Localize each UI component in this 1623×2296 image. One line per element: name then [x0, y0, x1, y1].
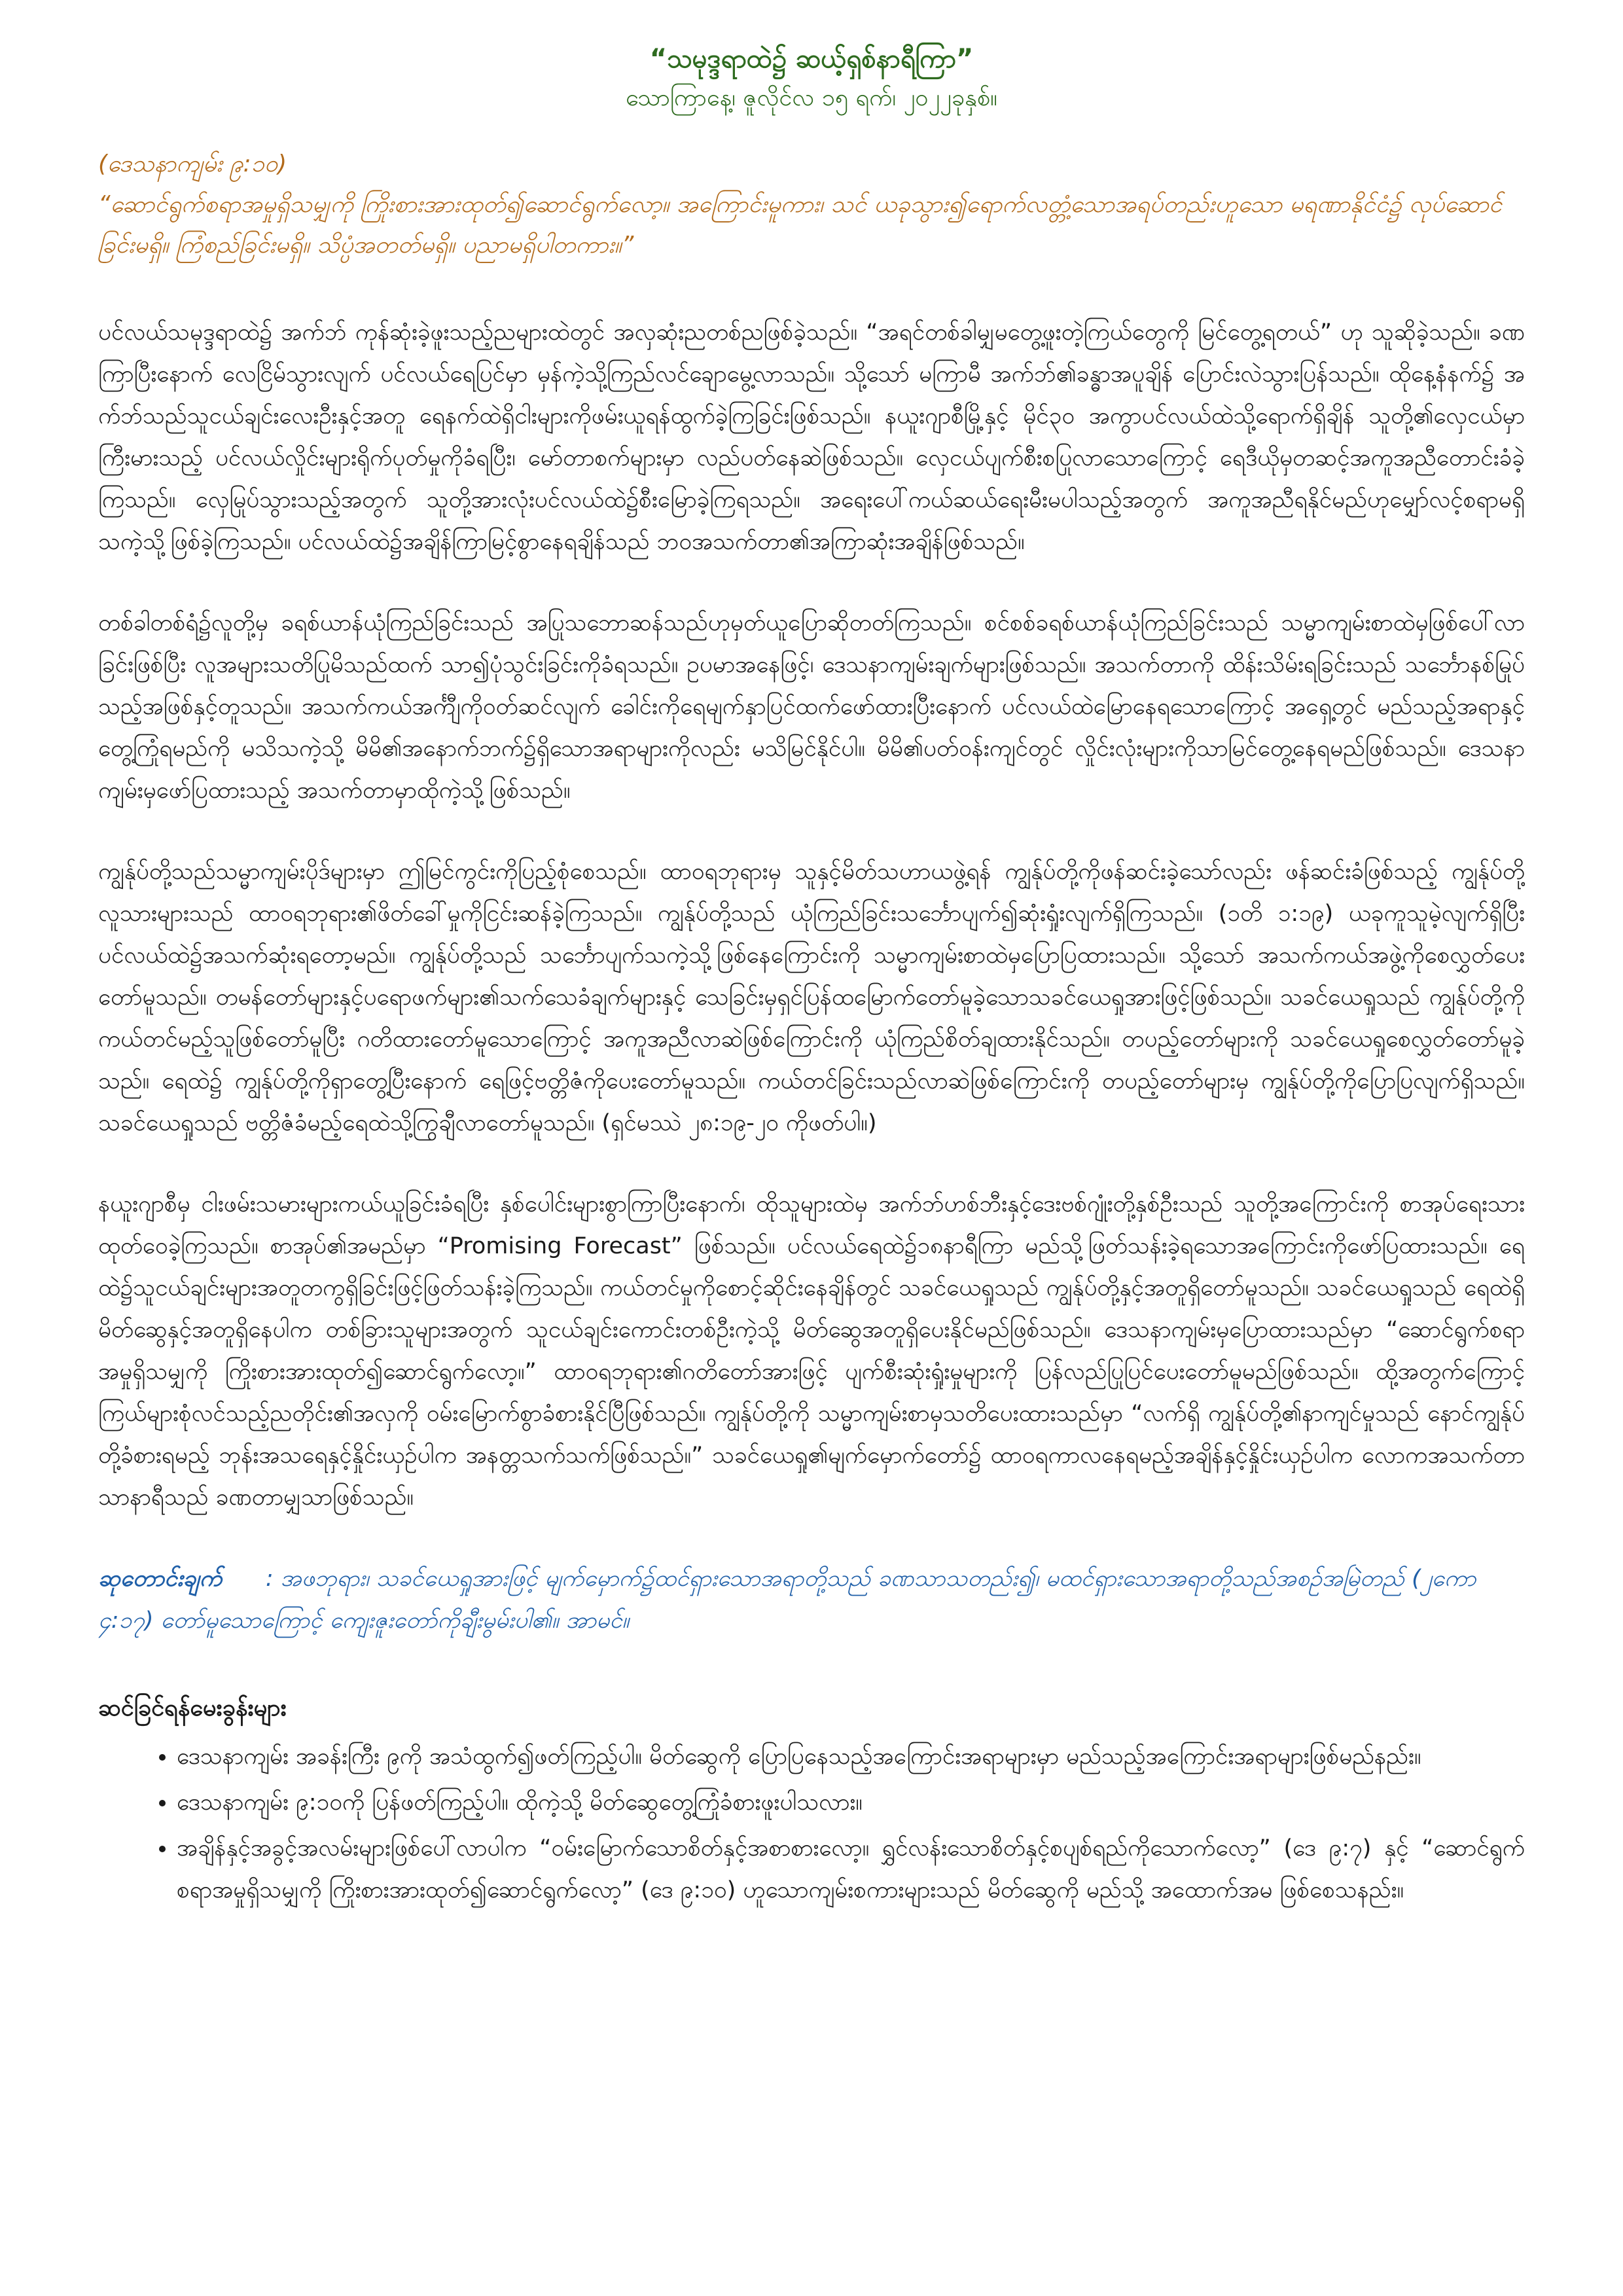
questions-heading: ဆင်ခြင်ရန်မေးခွန်းများ — [98, 1695, 287, 1721]
prayer-text: : အဖဘုရား၊ သခင်ယေရှုအားဖြင့် မျက်မှောက်၌ထင်ရှားသောအရာတို့သည် ခဏသာသတည်း၍၊ မထင်ရှားသောအရာတို့သည်အစဉ်အမြဲတည် (၂ကော ၄:၁၇) တော်မူသောကြောင့် ကျေးဇူးတော်ကိုချီးမွမ်းပါ၏။ အာမင်။ — [98, 1566, 1476, 1634]
questions-list — [98, 1736, 1525, 1911]
body-paragraph-2: တစ်ခါတစ်ရံ၌လူတို့မှ ခရစ်ယာန်ယုံကြည်ခြင်းသည် အပြုသဘောဆန်သည်ဟုမှတ်ယူပြောဆိုတတ်ကြသည်။ စင်စစ်ခရစ်ယာန်ယုံကြည်ခြင်းသည် သမ္မာကျမ်းစာထဲမှဖြစ်ပေါ်လာခြင်းဖြစ်ပြီး လူအများသတိပြုမိသည်ထက် သာ၍ပုံသွင်းခြင်းကိုခံရသည်။ ဥပမာအနေဖြင့်၊ ဒေသနာကျမ်းချက်များဖြစ်သည်။ အသက်တာကို ထိန်းသိမ်းရခြင်းသည် သင်္ဘောနစ်မြုပ်သည့်အဖြစ်နှင့်တူသည်။ အသက်ကယ်အင်္ကျီကိုဝတ်ဆင်လျက် ခေါင်းကိုရေမျက်နှာပြင်ထက်ဖော်ထားပြီးနောက် ပင်လယ်ထဲမြောနေရသောကြောင့် အရှေ့တွင် မည်သည့်အရာနှင့်တွေ့ကြုံရမည်ကို မသိသကဲ့သို့ မိမိ၏အနောက်ဘက်၌ရှိသောအရာများကိုလည်း မသိမြင်နိုင်ပါ။ မိမိ၏ပတ်ဝန်းကျင်တွင် လှိုင်းလုံးများကိုသာမြင်တွေ့နေရမည်ဖြစ်သည်။ ဒေသနာကျမ်းမှဖော်ပြထားသည့် အသက်တာမှာထိုကဲ့သို့ဖြစ်သည်။ — [98, 610, 1525, 804]
question-item: • ဒေသနာကျမ်း ၉:၁၀ကို ပြန်ဖတ်ကြည့်ပါ။ ထိုကဲ့သို့ မိတ်ဆွေတွေ့ကြုံခံစားဖူးပါသလား။ — [177, 1782, 1525, 1823]
verse-text: “ဆောင်ရွက်စရာအမှုရှိသမျှကို ကြိုးစားအားထုတ်၍ဆောင်ရွက်လော့။ အကြောင်းမူကား၊ သင် ယခုသွား၍ရောက်လတ္တံ့သောအရပ်တည်းဟူသော မရဏာနိုင်ငံ၌ လုပ်ဆောင်ခြင်းမရှိ။ ကြံစည်ခြင်းမရှိ။ သိပ္ပံအတတ်မရှိ။ ပညာမရှိပါတကား။” — [98, 191, 1503, 259]
question-item: • ဒေသနာကျမ်း အခန်းကြီး ၉ကို အသံထွက်၍ဖတ်ကြည့်ပါ။ မိတ်ဆွေကို ပြောပြနေသည့်အကြောင်းအရာများမှာ မည်သည့်အကြောင်းအရာများဖြစ်မည်နည်း။ — [177, 1736, 1525, 1778]
verse-reference: (ဒေသနာကျမ်း ၉:၁၀) — [98, 151, 287, 177]
body-paragraph-3: ကျွန်ုပ်တို့သည်သမ္မာကျမ်းပိုဒ်များမှာ ဤမြင်ကွင်းကိုပြည့်စုံစေသည်။ ထာဝရဘုရားမှ သူနှင့်မိတ်သဟာယဖွဲ့ရန် ကျွန်ုပ်တို့ကိုဖန်ဆင်းခဲ့သော်လည်း ဖန်ဆင်းခံဖြစ်သည့် ကျွန်ုပ်တို့လူသားများသည် ထာဝရဘုရား၏ဖိတ်ခေါ်မှုကိုငြင်းဆန်ခဲ့ကြသည်။ ကျွန်ုပ်တို့သည် ယုံကြည်ခြင်းသင်္ဘောပျက်၍ဆုံးရှုံးလျက်ရှိကြသည်။ (၁တိ ၁:၁၉) ယခုကူသူမဲ့လျက်ရှိပြီး ပင်လယ်ထဲ၌အသက်ဆုံးရတော့မည်။ ကျွန်ုပ်တို့သည် သင်္ဘောပျက်သကဲ့သို့ဖြစ်နေကြောင်းကို သမ္မာကျမ်းစာထဲမှပြောပြထားသည်။ သို့သော် အသက်ကယ်အဖွဲ့ကိုစေလွှတ်ပေးတော်မူသည်။ တမန်တော်များနှင့်ပရောဖက်များ၏သက်သေခံချက်များနှင့် သေခြင်းမှရှင်ပြန်ထမြောက်တော်မူခဲ့သောသခင်ယေရှုအားဖြင့်ဖြစ်သည်။ သခင်ယေရှုသည် ကျွန်ုပ်တို့ကိုကယ်တင်မည့်သူဖြစ်တော်မူပြီး ဂတိထားတော်မူသောကြောင့် အကူအညီလာဆဲဖြစ်ကြောင်းကို ယုံကြည်စိတ်ချထားနိုင်သည်။ တပည့်တော်များကို သခင်ယေရှုစေလွှတ်တော်မူခဲ့သည်။ ရေထဲ၌ ကျွန်ုပ်တို့ကိုရှာတွေ့ပြီးနောက် ရေဖြင့်ဗတ္တိဇံကိုပေးတော်မူသည်။ ကယ်တင်ခြင်းသည်လာဆဲဖြစ်ကြောင်းကို တပည့်တော်များမှ ကျွန်ုပ်တို့ကိုပြောပြလျက်ရှိသည်။ သခင်ယေရှုသည် ဗတ္တိဇံခံမည့်ရေထဲသို့ကြွချီလာတော်မူသည်။ (ရှင်မဿဲ ၂၈:၁၉-၂၀ ကိုဖတ်ပါ။) — [98, 859, 1525, 1136]
question-item: • အချိန်နှင့်အခွင့်အလမ်းများဖြစ်ပေါ်လာပါက “ဝမ်းမြောက်သောစိတ်နှင့်အစာစားလော့။ ရွှင်လန်းသောစိတ်နှင့်စပျစ်ရည်ကိုသောက်လော့” (ဒေ ၉:၇) နှင့် “ဆောင်ရွက်စရာအမှုရှိသမျှကို ကြိုးစားအားထုတ်၍ဆောင်ရွက်လော့” (ဒေ ၉:၁၀) ဟူသောကျမ်းစကားများသည် မိတ်ဆွေကို မည်သို့ အထောက်အမ ဖြစ်စေသနည်း။ — [177, 1827, 1525, 1911]
page-title: “သမုဒ္ဒရာထဲ၌ ဆယ့်ရှစ်နာရီကြာ” — [649, 44, 974, 74]
body-paragraph-1: ပင်လယ်သမုဒ္ဒရာထဲ၌ အက်ဘ် ကုန်ဆုံးခဲ့ဖူးသည့်ညများထဲတွင် အလှဆုံးညတစ်ညဖြစ်ခဲ့သည်။ “အရင်တစ်ခါမျှမတွေ့ဖူးတဲ့ကြယ်တွေကို မြင်တွေ့ရတယ်” ဟု သူဆိုခဲ့သည်။ ခဏကြာပြီးနောက် လေငြိမ်သွားလျက် ပင်လယ်ရေပြင်မှာ မှန်ကဲ့သို့ကြည်လင်ချောမွေ့လာသည်။ သို့သော် မကြာမီ အက်ဘ်၏ခန္ဓာအပူချိန် ပြောင်းလဲသွားပြန်သည်။ ထိုနေ့နံနက်၌ အက်ဘ်သည်သူငယ်ချင်းလေးဦးနှင့်အတူ ရေနက်ထဲရှိငါးများကိုဖမ်းယူရန်ထွက်ခဲ့ကြခြင်းဖြစ်သည်။ နယူးဂျာစီမြို့နှင့် မိုင်၃၀ အကွာပင်လယ်ထဲသို့ရောက်ရှိချိန် သူတို့၏လှေငယ်မှာကြီးမားသည့် ပင်လယ်လှိုင်းများရိုက်ပုတ်မှုကိုခံရပြီး၊ မော်တာစက်များမှာ လည်ပတ်နေဆဲဖြစ်သည်။ လှေငယ်ပျက်စီးစပြုလာသောကြောင့် ရေဒီယိုမှတဆင့်အကူအညီတောင်းခံခဲ့ကြသည်။ လှေမြုပ်သွားသည့်အတွက် သူတို့အားလုံးပင်လယ်ထဲ၌စီးမြောခဲ့ကြရသည်။ အရေးပေါ်ကယ်ဆယ်ရေးမီးမပါသည့်အတွက် အကူအညီရနိုင်မည်ဟုမျှော်လင့်စရာမရှိသကဲ့သို့ဖြစ်ခဲ့ကြသည်။ ပင်လယ်ထဲ၌အချိန်ကြာမြင့်စွာနေရချိန်သည် ဘဝအသက်တာ၏အကြာဆုံးအချိန်ဖြစ်သည်။ — [98, 319, 1525, 555]
body-paragraph-4: နယူးဂျာစီမှ ငါးဖမ်းသမားများကယ်ယူခြင်းခံရပြီး နှစ်ပေါင်းများစွာကြာပြီးနောက်၊ ထိုသူများထဲမှ အက်ဘ်ဟစ်ဘီးနှင့်ဒေးဗစ်ဂျုံးတို့နှစ်ဦးသည် သူတို့အကြောင်းကို စာအုပ်ရေးသားထုတ်ဝေခဲ့ကြသည်။ စာအုပ်၏အမည်မှာ “Promising Forecast” ဖြစ်သည်။ ပင်လယ်ရေထဲ၌၁၈နာရီကြာ မည်သို့ဖြတ်သန်းခဲ့ရသောအကြောင်းကိုဖော်ပြထားသည်။ ရေထဲ၌သူငယ်ချင်းများအတူတကွရှိခြင်းဖြင့်ဖြတ်သန်းခဲ့ကြသည်။ ကယ်တင်မှုကိုစောင့်ဆိုင်းနေချိန်တွင် သခင်ယေရှုသည် ကျွန်ုပ်တို့နှင့်အတူရှိတော်မူသည်။ သခင်ယေရှုသည် ရေထဲရှိမိတ်ဆွေနှင့်အတူရှိနေပါက တစ်ခြားသူများအတွက် သူငယ်ချင်းကောင်းတစ်ဦးကဲ့သို့ မိတ်ဆွေအတူရှိပေးနိုင်မည်ဖြစ်သည်။ ဒေသနာကျမ်းမှပြောထားသည်မှာ “ဆောင်ရွက်စရာအမှုရှိသမျှကို ကြိုးစားအားထုတ်၍ဆောင်ရွက်လော့။” ထာဝရဘုရား၏ဂတိတော်အားဖြင့် ပျက်စီးဆုံးရှုံးမှုများကို ပြန်လည်ပြုပြင်ပေးတော်မူမည်ဖြစ်သည်။ ထို့အတွက်ကြောင့် ကြယ်များစုံလင်သည့်ညတိုင်း၏အလှကို ဝမ်းမြောက်စွာခံစားနိုင်ပြီဖြစ်သည်။ ကျွန်ုပ်တို့ကို သမ္မာကျမ်းစာမှသတိပေးထားသည်မှာ “လက်ရှိ ကျွန်ုပ်တို့၏နာကျင်မှုသည် နောင်ကျွန်ုပ်တို့ခံစားရမည့် ဘုန်းအသရေနှင့်နှိုင်းယှဉ်ပါက အနတ္တသက်သက်ဖြစ်သည်။” သခင်ယေရှု၏မျက်မှောက်တော်၌ ထာဝရကာလနေရမည့်အချိန်နှင့်နှိုင်းယှဉ်ပါက လောကအသက်တာသာနာရီသည် ခဏတာမျှသာဖြစ်သည်။ — [98, 1191, 1525, 1511]
page-date: သောကြာနေ့၊ ဇူလိုင်လ ၁၅ ရက်၊ ၂၀၂၂ခုနှစ်။ — [626, 84, 997, 111]
devotional-page — [98, 39, 1525, 2278]
prayer-block — [98, 1558, 1525, 1641]
prayer-label: ဆုတောင်းချက် — [98, 1566, 223, 1592]
